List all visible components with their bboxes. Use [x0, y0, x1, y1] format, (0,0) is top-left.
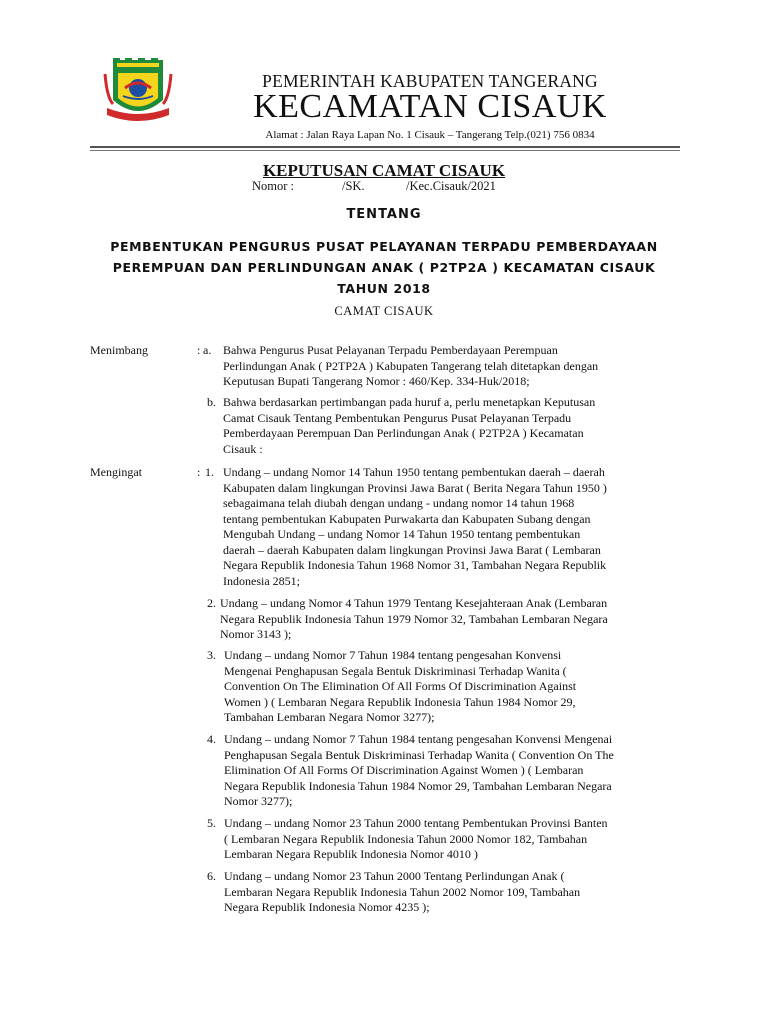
mengingat-3-marker: 3.: [207, 648, 216, 662]
letterhead-rule-thick: [90, 146, 680, 148]
subject-line: PEMBENTUKAN PENGURUS PUSAT PELAYANAN TERPADU PEMBERDAYAAN: [110, 239, 658, 254]
decree-subject: [84, 236, 684, 299]
text-line: Tambahan Lembaran Negara Nomor 3277);: [224, 710, 435, 724]
subject-line: PEREMPUAN DAN PERLINDUNGAN ANAK ( P2TP2A ) KECAMATAN CISAUK: [112, 260, 656, 275]
menimbang-b-marker: b.: [207, 395, 216, 409]
text-line: sebagaimana telah diubah dengan undang - undang nomor 14 tahun 1968: [223, 496, 575, 510]
text-line: Undang – undang Nomor 23 Tahun 2000 Tentang Perlindungan Anak (: [224, 869, 565, 883]
text-line: Undang – undang Nomor 7 Tahun 1984 tentang pengesahan Konvensi Mengenai: [224, 732, 613, 746]
mengingat-3-text: [224, 648, 576, 726]
mengingat-2-text: [220, 596, 608, 643]
text-line: Negara Republik Indonesia Tahun 1984 Nomor 29, Tambahan Lembaran Negara: [224, 778, 612, 793]
text-line: Undang – undang Nomor 14 Tahun 1950 tentang pembentukan daerah – daerah: [223, 465, 605, 479]
decree-title: [84, 161, 684, 181]
decree-number-sk: /SK.: [342, 179, 365, 193]
letterhead-rule-thin: [90, 150, 680, 151]
mengingat-5-marker: 5.: [207, 816, 216, 830]
mengingat-6-marker: 6.: [207, 869, 216, 883]
menimbang-b-text: [223, 395, 595, 457]
text-line: ( Lembaran Negara Republik Indonesia Tahun 2000 Nomor 182, Tambahan: [224, 831, 588, 846]
mengingat-4-text: [224, 732, 614, 810]
subject-line: TAHUN 2018: [337, 281, 431, 296]
text-line: Undang – undang Nomor 4 Tahun 1979 Tentang Kesejahteraan Anak (Lembaran: [220, 596, 608, 610]
district-name: KECAMATAN CISAUK: [253, 88, 607, 125]
menimbang-label: Menimbang: [90, 343, 148, 357]
mengingat-4-marker: 4.: [207, 732, 216, 746]
issuer-heading: CAMAT CISAUK: [334, 304, 434, 318]
text-line: daerah – daerah Kabupaten dalam lingkungan Provinsi Jawa Barat ( Lembaran: [223, 542, 601, 557]
text-line: Negara Republik Indonesia Nomor 4235 );: [224, 900, 430, 914]
text-line: Bahwa Pengurus Pusat Pelayanan Terpadu Pemberdayaan Perempuan: [223, 343, 558, 357]
mengingat-2-marker: 2.: [207, 596, 216, 610]
text-line: Nomor 3277);: [224, 794, 293, 808]
mengingat-1-marker: 1.: [205, 465, 214, 479]
text-line: Undang – undang Nomor 23 Tahun 2000 tentang Pembentukan Provinsi Banten: [224, 816, 608, 830]
office-address: Alamat : Jalan Raya Lapan No. 1 Cisauk – Tangerang Telp.(021) 756 0834: [265, 129, 595, 141]
text-line: Negara Republik Indonesia Tahun 1968 Nomor 31, Tambahan Negara Republik: [223, 558, 607, 572]
text-line: Undang – undang Nomor 7 Tahun 1984 tentang pengesahan Konvensi: [224, 648, 562, 662]
menimbang-colon: :: [197, 343, 201, 357]
text-line: tentang pembentukan Kabupaten Purwakarta dan Kabupaten Subang dengan: [223, 511, 591, 526]
text-line: Pemberdayaan Perempuan Dan Perlindungan Anak ( P2TP2A ) Kecamatan: [223, 426, 584, 440]
menimbang-a-marker: a.: [203, 343, 212, 357]
text-line: Indonesia 2851;: [223, 573, 300, 588]
text-line: Mengenai Penghapusan Segala Bentuk Diskriminasi Terhadap Wanita (: [224, 663, 567, 678]
menimbang-a-text: [223, 343, 598, 390]
decree-number-label: Nomor :: [252, 179, 295, 193]
text-line: Women ) ( Lembaran Negara Republik Indonesia Tahun 1984 Nomor 29,: [224, 694, 576, 709]
text-line: Lembaran Negara Republik Indonesia Nomor 4010 ): [224, 847, 478, 861]
text-line: Keputusan Bupati Tangerang Nomor : 460/Kep. 334-Huk/2018;: [223, 374, 530, 388]
text-line: Bahwa berdasarkan pertimbangan pada huruf a, perlu menetapkan Keputusan: [223, 395, 596, 409]
tentang-heading: TENTANG: [346, 207, 422, 222]
text-line: Nomor 3143 );: [220, 627, 292, 641]
text-line: Penghapusan Segala Bentuk Diskriminasi Terhadap Wanita ( Convention On The: [224, 747, 614, 762]
mengingat-1-text: [223, 465, 607, 589]
text-line: Elimination Of All Forms Of Discrimination Against Women ) ( Lembaran: [224, 763, 584, 777]
text-line: Kabupaten dalam lingkungan Provinsi Jawa Barat ( Berita Negara Tahun 1950 ): [223, 480, 607, 495]
mengingat-label: Mengingat: [90, 465, 142, 479]
text-line: Perlindungan Anak ( P2TP2A ) Kabupaten Tangerang telah ditetapkan dengan: [223, 358, 599, 373]
text-line: Camat Cisauk Tentang Pembentukan Pengurus Pusat Pelayanan Terpadu: [223, 410, 572, 425]
text-line: Cisauk :: [223, 441, 263, 456]
mengingat-5-text: [224, 816, 608, 863]
text-line: Lembaran Negara Republik Indonesia Tahun 2002 Nomor 109, Tambahan: [224, 884, 581, 899]
text-line: Negara Republik Indonesia Tahun 1979 Nomor 32, Tambahan Lembaran Negara: [220, 611, 608, 626]
mengingat-colon: :: [197, 465, 201, 479]
text-line: Mengubah Undang – undang Nomor 14 Tahun 1950 tentang pembentukan: [223, 527, 581, 541]
text-line: Convention On The Elimination Of All Forms Of Discrimination Against: [224, 679, 577, 693]
decree-title-text: KEPUTUSAN CAMAT CISAUK: [262, 161, 506, 180]
government-name: PEMERINTAH KABUPATEN TANGERANG: [262, 71, 598, 91]
mengingat-6-text: [224, 869, 580, 916]
decree-number-rest: /Kec.Cisauk/2021: [406, 179, 496, 193]
